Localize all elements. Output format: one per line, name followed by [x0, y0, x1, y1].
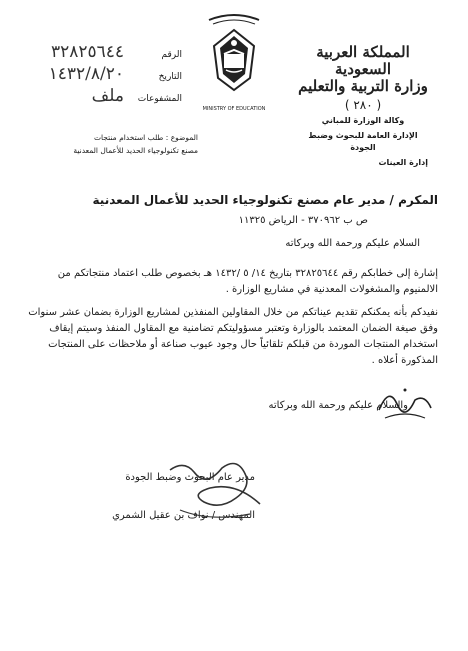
po-box: ص ب ٣٧٠٩٦٢ - الرياض ١١٣٢٥ — [238, 215, 368, 226]
ministry-number: ( ٢٨٠ ) — [344, 98, 382, 112]
reference-attachments-value: ملف — [91, 86, 124, 106]
ministry-logo-icon — [197, 10, 271, 102]
reference-number-label: الرقم — [161, 50, 182, 60]
initials-scribble-icon — [375, 380, 435, 424]
reference-attachments-label: المشفوعات — [137, 94, 182, 104]
reference-date-row — [12, 64, 182, 86]
subject-line-1: الموضوع : طلب استخدام منتجات — [93, 133, 198, 142]
section-name: إدارة العينات — [378, 158, 428, 167]
reference-block — [12, 42, 182, 108]
subject-block — [28, 131, 198, 157]
reference-date-value: ١٤٣٢/٨/٢٠ — [48, 64, 124, 84]
reference-attachments-row — [12, 86, 182, 108]
department-name: الإدارة العامة للبحوث وضبط الجودة — [308, 131, 418, 152]
ministry-name: وزارة التربية والتعليم — [298, 77, 428, 95]
paragraph-1: إشارة إلى خطابكم رقم ٣٢٨٢٥٦٤٤ بتاريخ ١٤/ ٥ /١٤٣٢ هـ بخصوص طلب اعتماد منتجاتكم من الالمنيوم والمشغولات المعدنية في مشاريع الوزارة . — [57, 268, 438, 295]
subject-line-2: مصنع تكنولوجياء الحديد للأعمال المعدنية — [73, 146, 198, 155]
reference-number-row — [12, 42, 182, 64]
logo-caption: MINISTRY OF EDUCATION — [202, 106, 266, 112]
kingdom-name: المملكة العربية السعودية — [316, 43, 410, 78]
addressee: المكرم / مدير عام مصنع تكنولوجياء الحديد للأعمال المعدنية — [92, 193, 438, 207]
signature-scribble-icon — [150, 458, 280, 528]
closing: والسلام عليكم ورحمة الله وبركاته — [268, 400, 408, 411]
reference-number-value: ٣٢٨٢٥٦٤٤ — [50, 42, 124, 62]
greeting: السلام عليكم ورحمة الله وبركاته — [285, 238, 420, 249]
signatory-name: المهندس / نواف بن عقيل الشمري — [112, 510, 255, 521]
agency-name: وكالة الوزارة للمباني — [321, 116, 405, 125]
signatory-title: مدير عام البحوث وضبط الجودة — [125, 472, 255, 483]
ministry-header — [298, 44, 428, 169]
ministry-logo — [197, 10, 271, 110]
reference-date-label: التاريخ — [158, 72, 182, 82]
paragraph-2: نفيدكم بأنه يمكنكم تقديم عيناتكم من خلال المقاولين المنفذين لمشاريع الوزارة بضمان عشر سنوات وفق صيغة الضمان المعتمد بالوزارة وتعتبر مسؤوليتكم تضامنية مع المقاول المنفذ وسيتم إيقاف استخدام المنتجات الموردة من قبلكم تلقائياً حال وجود عيوب صناعة أو ملاحظات على المنتجات المذكورة أعلاه . — [28, 307, 438, 366]
